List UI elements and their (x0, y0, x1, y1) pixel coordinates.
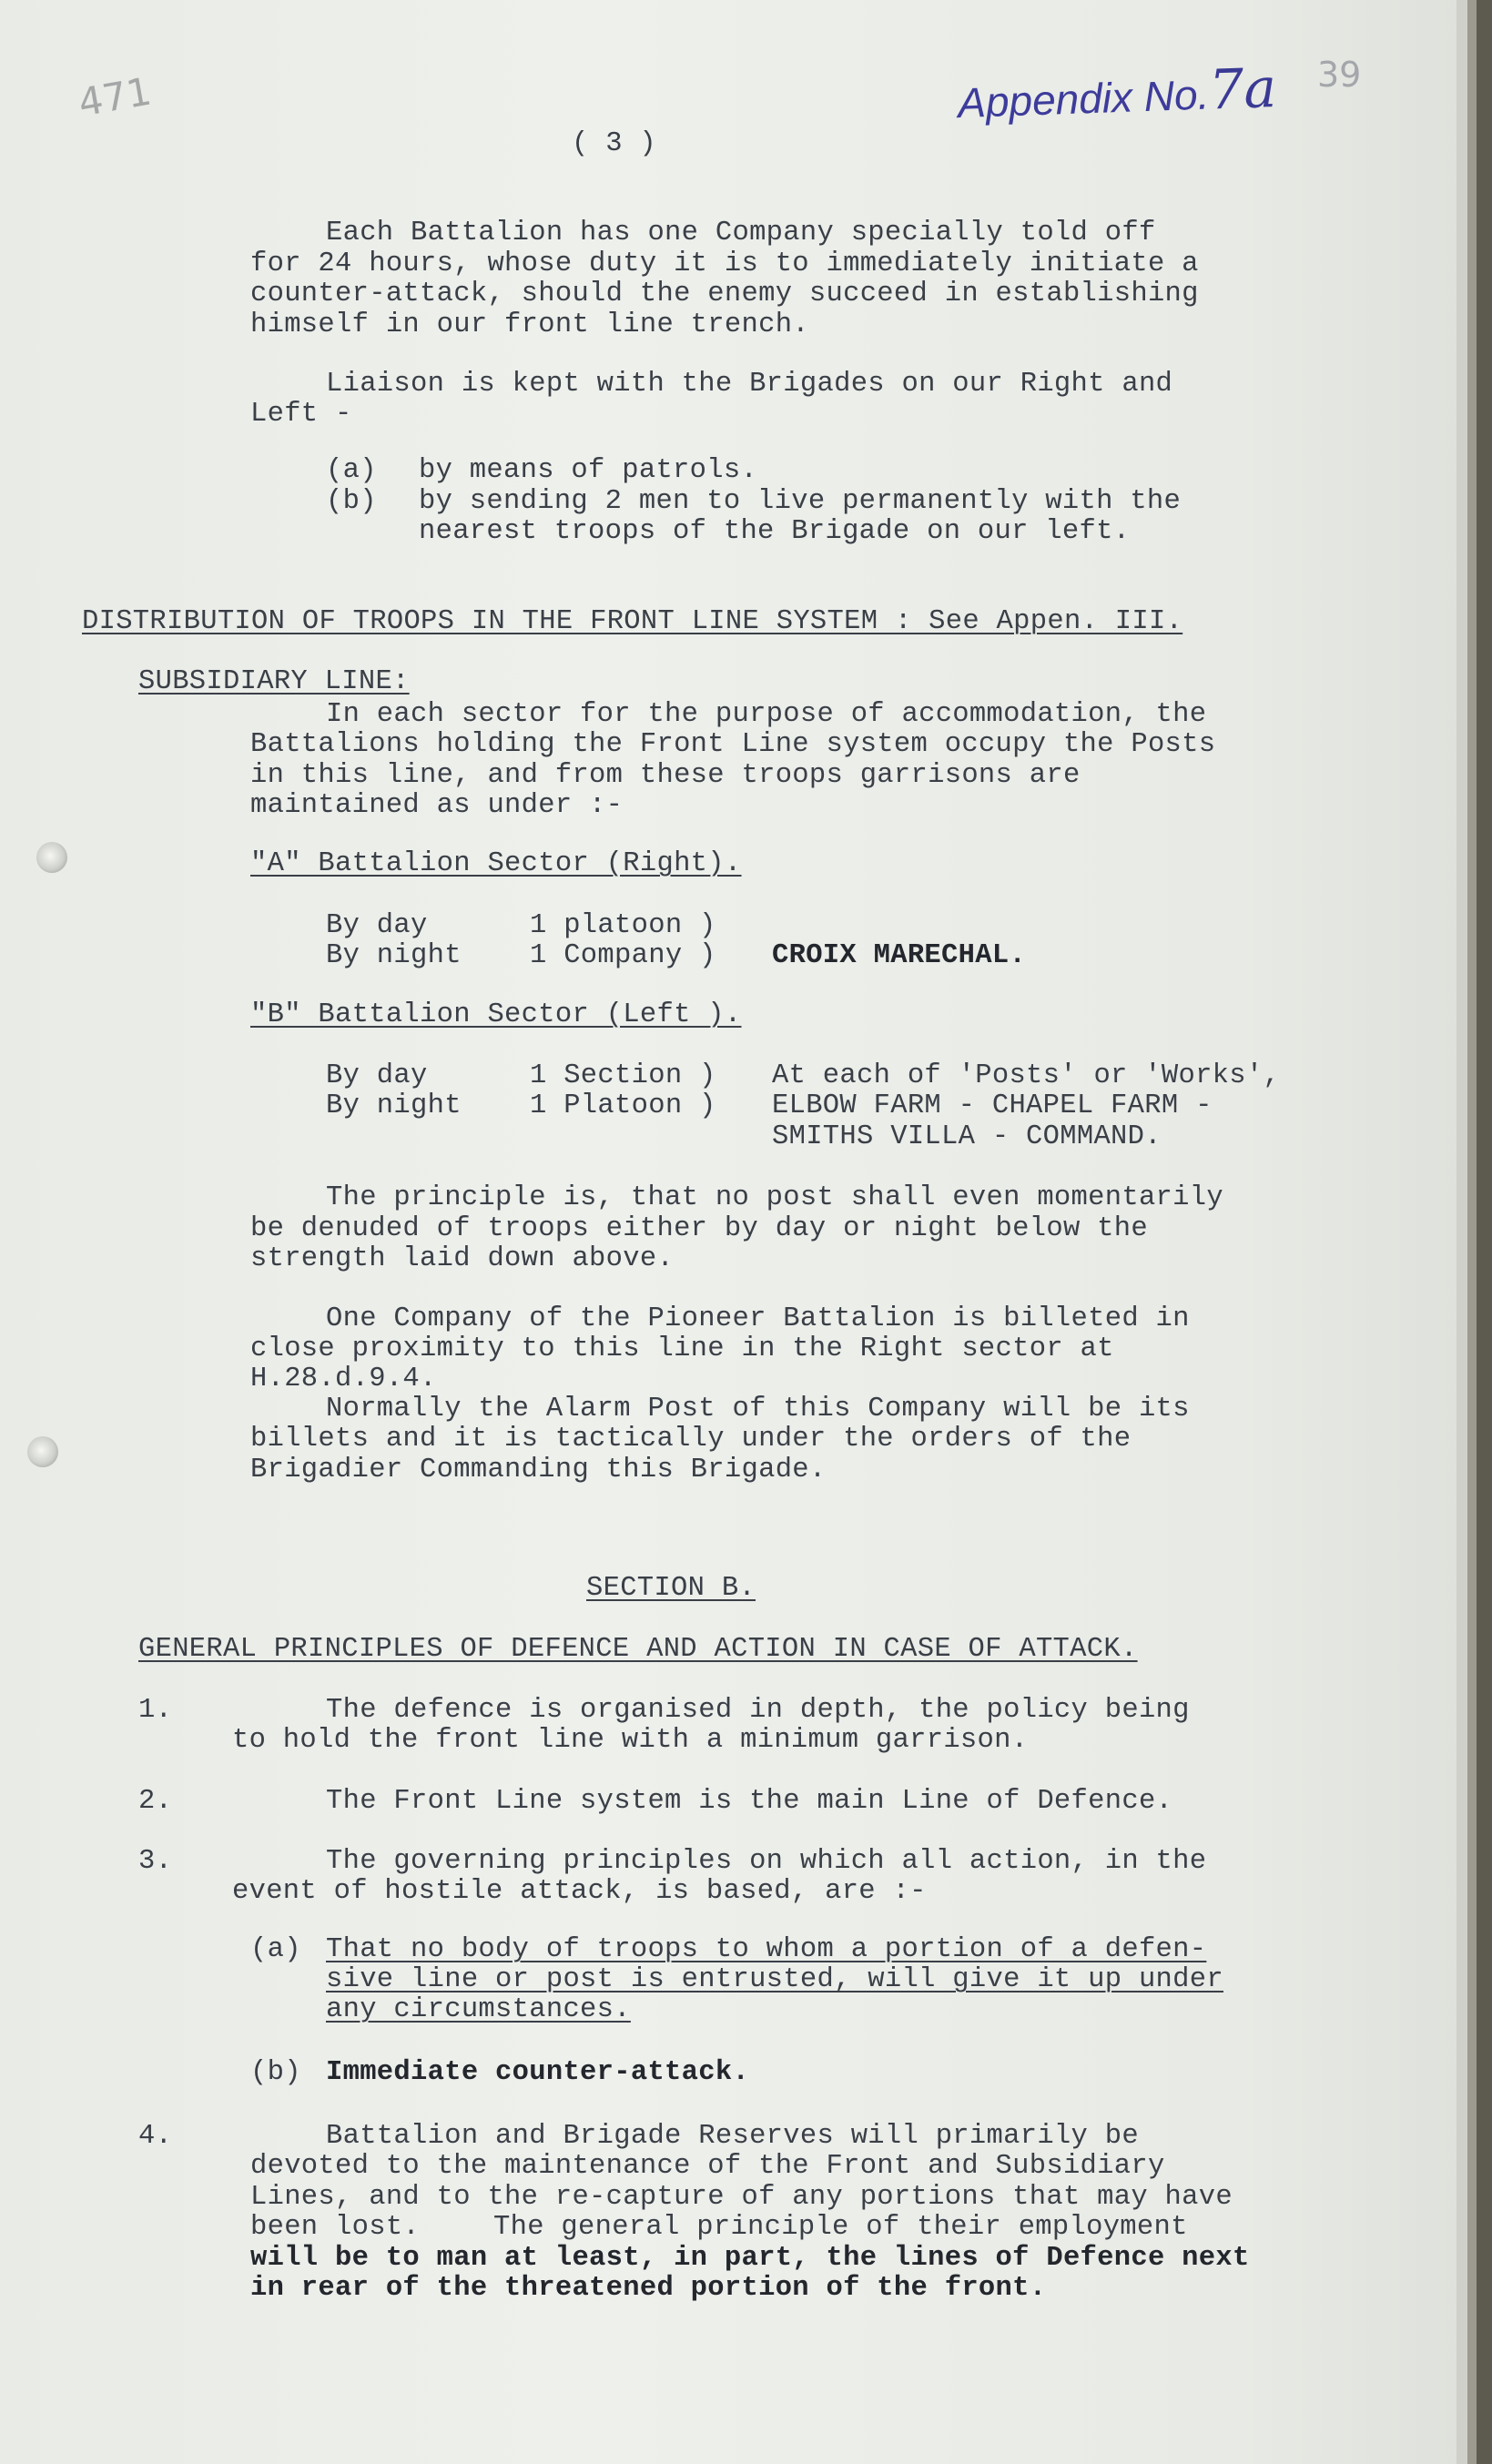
item-number: 1. (138, 1695, 173, 1726)
folio-number: 39 (1317, 55, 1362, 95)
text-line: Left - (250, 399, 352, 430)
text-line: event of hostile attack, is based, are :- (232, 1876, 927, 1907)
text-line: The defence is organised in depth, the policy being (326, 1695, 1190, 1726)
text-line: any circumstances. (326, 1994, 631, 2025)
text-line: close proximity to this line in the Right sector at (250, 1333, 1114, 1364)
text-line: Each Battalion has one Company specially told off (326, 218, 1156, 248)
text-line: be denuded of troops either by day or night below the (250, 1213, 1148, 1244)
section-heading: GENERAL PRINCIPLES OF DEFENCE AND ACTION IN CASE OF ATTACK. (138, 1634, 1138, 1665)
text-line: The general principle of their employment (493, 2212, 1188, 2243)
table-cell: By night (326, 940, 462, 971)
page-edge-shadow (1467, 0, 1477, 2464)
page-number: ( 3 ) (572, 128, 657, 159)
text-line: One Company of the Pioneer Battalion is billeted in (326, 1303, 1190, 1334)
appendix-stamp (957, 56, 1277, 131)
text-line: for 24 hours, whose duty it is to immediately initiate a (250, 248, 1199, 279)
text-line: The governing principles on which all action, in the (326, 1846, 1207, 1877)
text-line: In each sector for the purpose of accommodation, the (326, 699, 1207, 730)
text-line: billets and it is tactically under the orders of the (250, 1424, 1132, 1455)
text-line: been lost. (250, 2212, 421, 2243)
list-marker: (b) (250, 2057, 301, 2088)
text-line: devoted to the maintenance of the Front and Subsidiary (250, 2151, 1165, 2182)
text-line: The Front Line system is the main Line of Defence. (326, 1786, 1173, 1817)
punch-hole-bottom (27, 1436, 58, 1467)
text-line: Immediate counter-attack. (326, 2057, 750, 2088)
text-line: Lines, and to the re-capture of any portions that may have (250, 2182, 1233, 2213)
heading-subsidiary-line: SUBSIDIARY LINE: (138, 666, 410, 697)
text-line: himself in our front line trench. (250, 309, 809, 340)
text-line: in this line, and from these troops garrisons are (250, 760, 1081, 791)
text-line: maintained as under :- (250, 790, 624, 821)
text-line: The principle is, that no post shall even momentarily (326, 1182, 1223, 1213)
location-name: CROIX MARECHAL. (772, 940, 1027, 971)
text-line: Brigadier Commanding this Brigade. (250, 1455, 827, 1485)
table-cell: By day (326, 1060, 428, 1091)
item-number: 3. (138, 1846, 173, 1877)
text-line: strength laid down above. (250, 1243, 675, 1274)
text-line: to hold the front line with a minimum garrison. (232, 1725, 1029, 1756)
appendix-number: 7a (1207, 56, 1278, 123)
text-line: H.28.d.9.4. (250, 1364, 437, 1394)
list-marker: (a) (326, 455, 377, 486)
page-edge (1456, 0, 1467, 2464)
text-line: will be to man at least, in part, the lines of Defence next (250, 2243, 1250, 2274)
binder-edge (1477, 0, 1492, 2464)
subheading-a-battalion: "A" Battalion Sector (Right). (250, 848, 742, 879)
list-marker: (b) (326, 486, 377, 517)
text-line: nearest troops of the Brigade on our left. (419, 516, 1131, 547)
section-title: SECTION B. (586, 1573, 756, 1604)
table-cell: 1 platoon ) (530, 910, 716, 941)
text-line: sive line or post is entrusted, will give it up under (326, 1964, 1223, 1995)
text-line: Battalion and Brigade Reserves will primarily be (326, 2121, 1139, 2152)
text-line: Liaison is kept with the Brigades on our Right and (326, 369, 1173, 400)
subheading-b-battalion: "B" Battalion Sector (Left ). (250, 999, 742, 1030)
location-name: SMITHS VILLA - COMMAND. (772, 1121, 1162, 1152)
text-line: in rear of the threatened portion of the front. (250, 2273, 1047, 2304)
pencil-number: 471 (75, 68, 155, 126)
text-line: by means of patrols. (419, 455, 758, 486)
appendix-label: Appendix No. (957, 70, 1211, 127)
item-number: 2. (138, 1786, 173, 1817)
text-line: Normally the Alarm Post of this Company will be its (326, 1394, 1190, 1425)
text-line: Battalions holding the Front Line system occupy the Posts (250, 729, 1216, 760)
table-cell: By night (326, 1090, 462, 1121)
punch-hole-top (36, 842, 67, 873)
text-line: counter-attack, should the enemy succeed in establishing (250, 279, 1199, 309)
table-cell: 1 Platoon ) (530, 1090, 716, 1121)
heading-distribution: DISTRIBUTION OF TROOPS IN THE FRONT LINE SYSTEM : See Appen. III. (82, 606, 1183, 637)
item-number: 4. (138, 2121, 173, 2152)
location-name: ELBOW FARM - CHAPEL FARM - (772, 1090, 1213, 1121)
table-cell: At each of 'Posts' or 'Works', (772, 1060, 1281, 1091)
text-line: by sending 2 men to live permanently with the (419, 486, 1182, 517)
table-cell: By day (326, 910, 428, 941)
table-cell: 1 Section ) (530, 1060, 716, 1091)
list-marker: (a) (250, 1934, 301, 1965)
table-cell: 1 Company ) (530, 940, 716, 971)
text-line: That no body of troops to whom a portion of a defen- (326, 1934, 1207, 1965)
